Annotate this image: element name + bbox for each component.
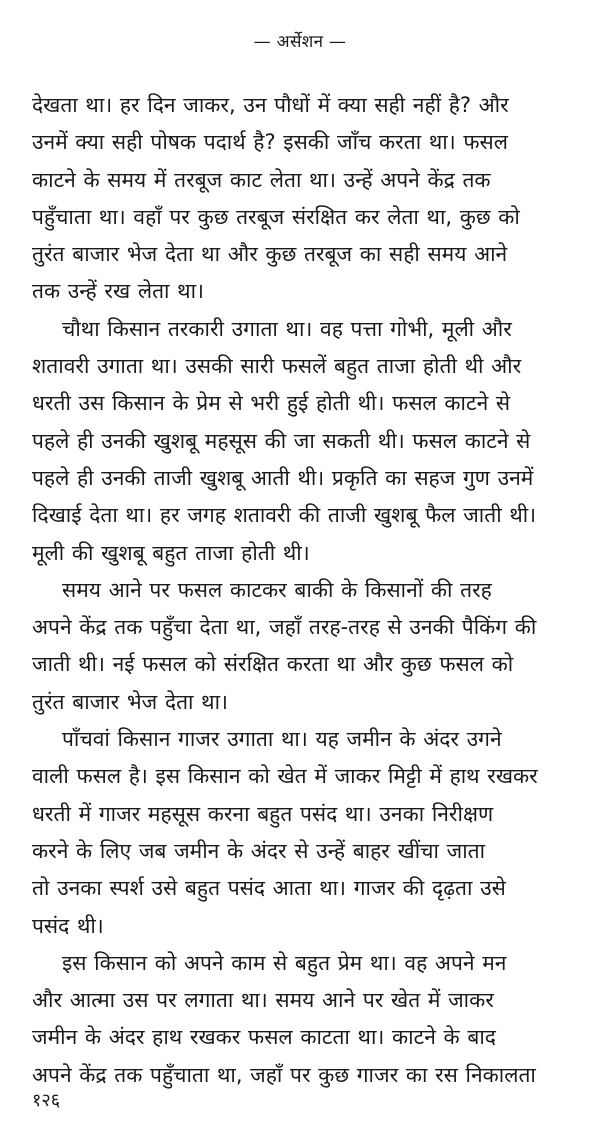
text-line: तुरंत बाजार भेज देता था और कुछ तरबूज का सही समय आने (32, 242, 508, 267)
text-line: पसंद थी। (32, 913, 104, 938)
text-line: काटने के समय में तरबूज काट लेता था। उन्हें अपने केंद्र तक (32, 167, 491, 192)
text-line: तो उनका स्पर्श उसे बहुत पसंद आता था। गाजर की दृढ़ता उसे (32, 876, 506, 901)
text-line: मूली की खुशबू बहुत ताजा होती थी। (32, 540, 310, 565)
text-line: तक उन्हें रख लेता था। (32, 279, 204, 304)
text-line: वाली फसल है। इस किसान को खेत में जाकर मिट्टी में हाथ रखकर (32, 764, 538, 789)
running-header: — अर्सेशन — (253, 32, 347, 52)
text-line: और आत्मा उस पर लगाता था। समय आने पर खेत में जाकर (32, 988, 494, 1013)
text-line: तुरंत बाजार भेज देता था। (32, 689, 228, 714)
text-line: जमीन के अंदर हाथ रखकर फसल काटता था। काटने के बाद (32, 1025, 496, 1050)
text-line: समय आने पर फसल काटकर बाकी के किसानों की तरह (62, 577, 492, 602)
paragraph (32, 311, 568, 572)
text-line: उनमें क्या सही पोषक पदार्थ है? इसकी जाँच करता था। फसल (32, 130, 508, 155)
text-line: देखता था। हर दिन जाकर, उन पौधों में क्या सही नहीं है? और (32, 93, 509, 117)
text-line: धरती उस किसान के प्रेम से भरी हुई होती थी। फसल काटने से (32, 391, 511, 416)
paragraph (32, 945, 568, 1094)
text-line: पहले ही उनकी ताजी खुशबू आती थी। प्रकृति का सहज गुण उनमें (32, 465, 534, 490)
text-line: पाँचवां किसान गाजर उगाता था। यह जमीन के अंदर उगने (62, 727, 502, 752)
text-line: पहुँचाता था। वहाँ पर कुछ तरबूज संरक्षित कर लेता था, कुछ को (32, 204, 520, 229)
text-line: जाती थी। नई फसल को संरक्षित करता था और कुछ फसल को (32, 652, 514, 677)
text-line: चौथा किसान तरकारी उगाता था। वह पत्ता गोभी, मूली और (62, 316, 512, 341)
text-line: दिखाई देता था। हर जगह शतावरी की ताजी खुशबू फैल जाती थी। (32, 503, 537, 528)
text-line: अपने केंद्र तक पहुँचा देता था, जहाँ तरह-तरह से उनकी पैकिंग की (32, 615, 537, 640)
paragraph (32, 721, 568, 945)
page-number: १२६ (32, 1090, 61, 1111)
text-line: करने के लिए जब जमीन के अंदर से उन्हें बाहर खींचा जाता (32, 838, 486, 863)
text-line: इस किसान को अपने काम से बहुत प्रेम था। वह अपने मन (62, 950, 507, 975)
text-line: पहले ही उनकी खुशबू महसूस की जा सकती थी। फसल काटने से (32, 428, 531, 453)
paragraph (32, 87, 568, 311)
text-line: शतावरी उगाता था। उसकी सारी फसलें बहुत ताजा होती थी और (32, 354, 522, 379)
text-line: अपने केंद्र तक पहुँचाता था, जहाँ पर कुछ गाजर का रस निकालता (32, 1062, 536, 1087)
body-text (32, 87, 568, 1094)
text-line: धरती में गाजर महसूस करना बहुत पसंद था। उनका निरीक्षण (32, 801, 494, 826)
paragraph (32, 572, 568, 721)
